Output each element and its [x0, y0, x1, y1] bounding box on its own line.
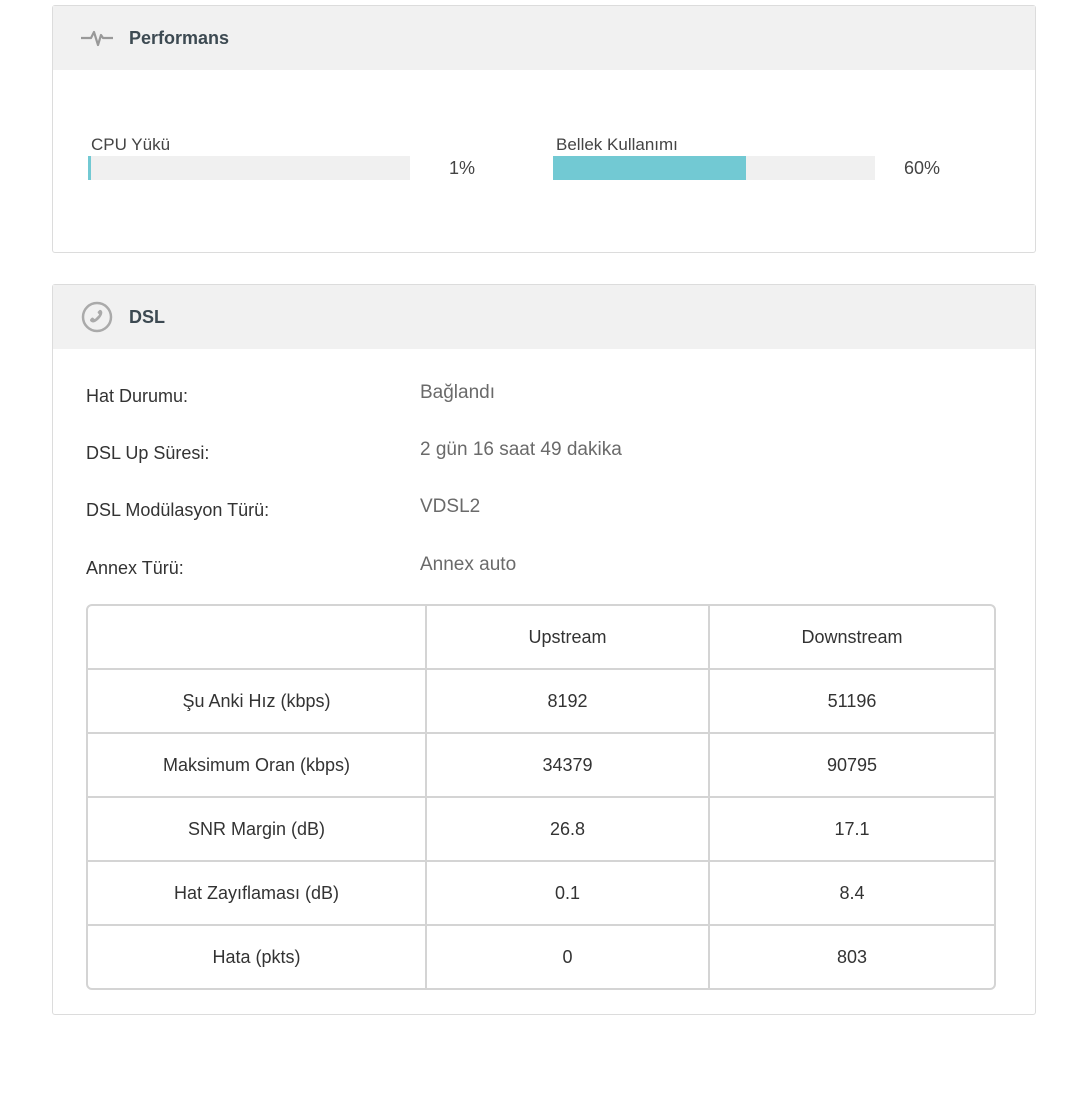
upstream-value: 8192 [427, 670, 710, 734]
table-header-cell [88, 606, 427, 670]
table-header-row [88, 606, 994, 670]
downstream-value: 8.4 [710, 862, 994, 926]
table-row [88, 798, 994, 862]
row-label: Şu Anki Hız (kbps) [88, 670, 427, 734]
line-status-label: Hat Durumu: [86, 386, 189, 406]
table-row [88, 734, 994, 798]
downstream-value: 51196 [710, 670, 994, 734]
cpu-bar-fill [88, 156, 91, 180]
memory-bar-track [553, 156, 875, 180]
modulation-value: VDSL2 [420, 496, 481, 517]
modulation-label: DSL Modülasyon Türü: [86, 500, 270, 520]
dsl-title: DSL [129, 306, 165, 327]
memory-meter [553, 134, 941, 178]
uptime-value: 2 gün 16 saat 49 dakika [420, 439, 622, 460]
dsl-panel [52, 284, 1036, 1015]
uptime-label: DSL Up Süresi: [86, 443, 210, 463]
annex-value: Annex auto [420, 554, 517, 575]
downstream-value: 17.1 [710, 798, 994, 862]
upstream-value: 0.1 [427, 862, 710, 926]
row-label: Hat Zayıflaması (dB) [88, 862, 427, 926]
cpu-label: CPU Yükü [91, 135, 171, 154]
table-row [88, 670, 994, 734]
memory-value: 60% [904, 158, 941, 178]
annex-label: Annex Türü: [86, 558, 184, 578]
row-label: SNR Margin (dB) [88, 798, 427, 862]
info-row-modulation [86, 498, 986, 522]
upstream-value: 26.8 [427, 798, 710, 862]
row-label: Hata (pkts) [88, 926, 427, 988]
cpu-meter [88, 134, 476, 178]
dsl-panel-header [53, 285, 1035, 349]
table-row [88, 926, 994, 988]
upstream-value: 0 [427, 926, 710, 988]
performance-panel-header [53, 6, 1035, 70]
performance-panel [52, 5, 1036, 253]
memory-bar-fill [553, 156, 746, 180]
table-header-upstream: Upstream [427, 606, 710, 670]
memory-label: Bellek Kullanımı [556, 135, 678, 154]
pulse-icon [81, 22, 113, 54]
downstream-value: 90795 [710, 734, 994, 798]
dsl-stats-table [86, 604, 996, 990]
row-label: Maksimum Oran (kbps) [88, 734, 427, 798]
performance-title: Performans [129, 27, 230, 48]
phone-icon [81, 301, 113, 333]
info-row-line-status [86, 384, 986, 408]
info-row-annex [86, 556, 986, 580]
line-status-value: Bağlandı [420, 382, 496, 403]
info-row-uptime [86, 441, 986, 465]
table-row [88, 862, 994, 926]
cpu-bar-track [88, 156, 410, 180]
upstream-value: 34379 [427, 734, 710, 798]
table-header-downstream: Downstream [710, 606, 994, 670]
cpu-value: 1% [449, 158, 476, 178]
downstream-value: 803 [836, 946, 868, 967]
